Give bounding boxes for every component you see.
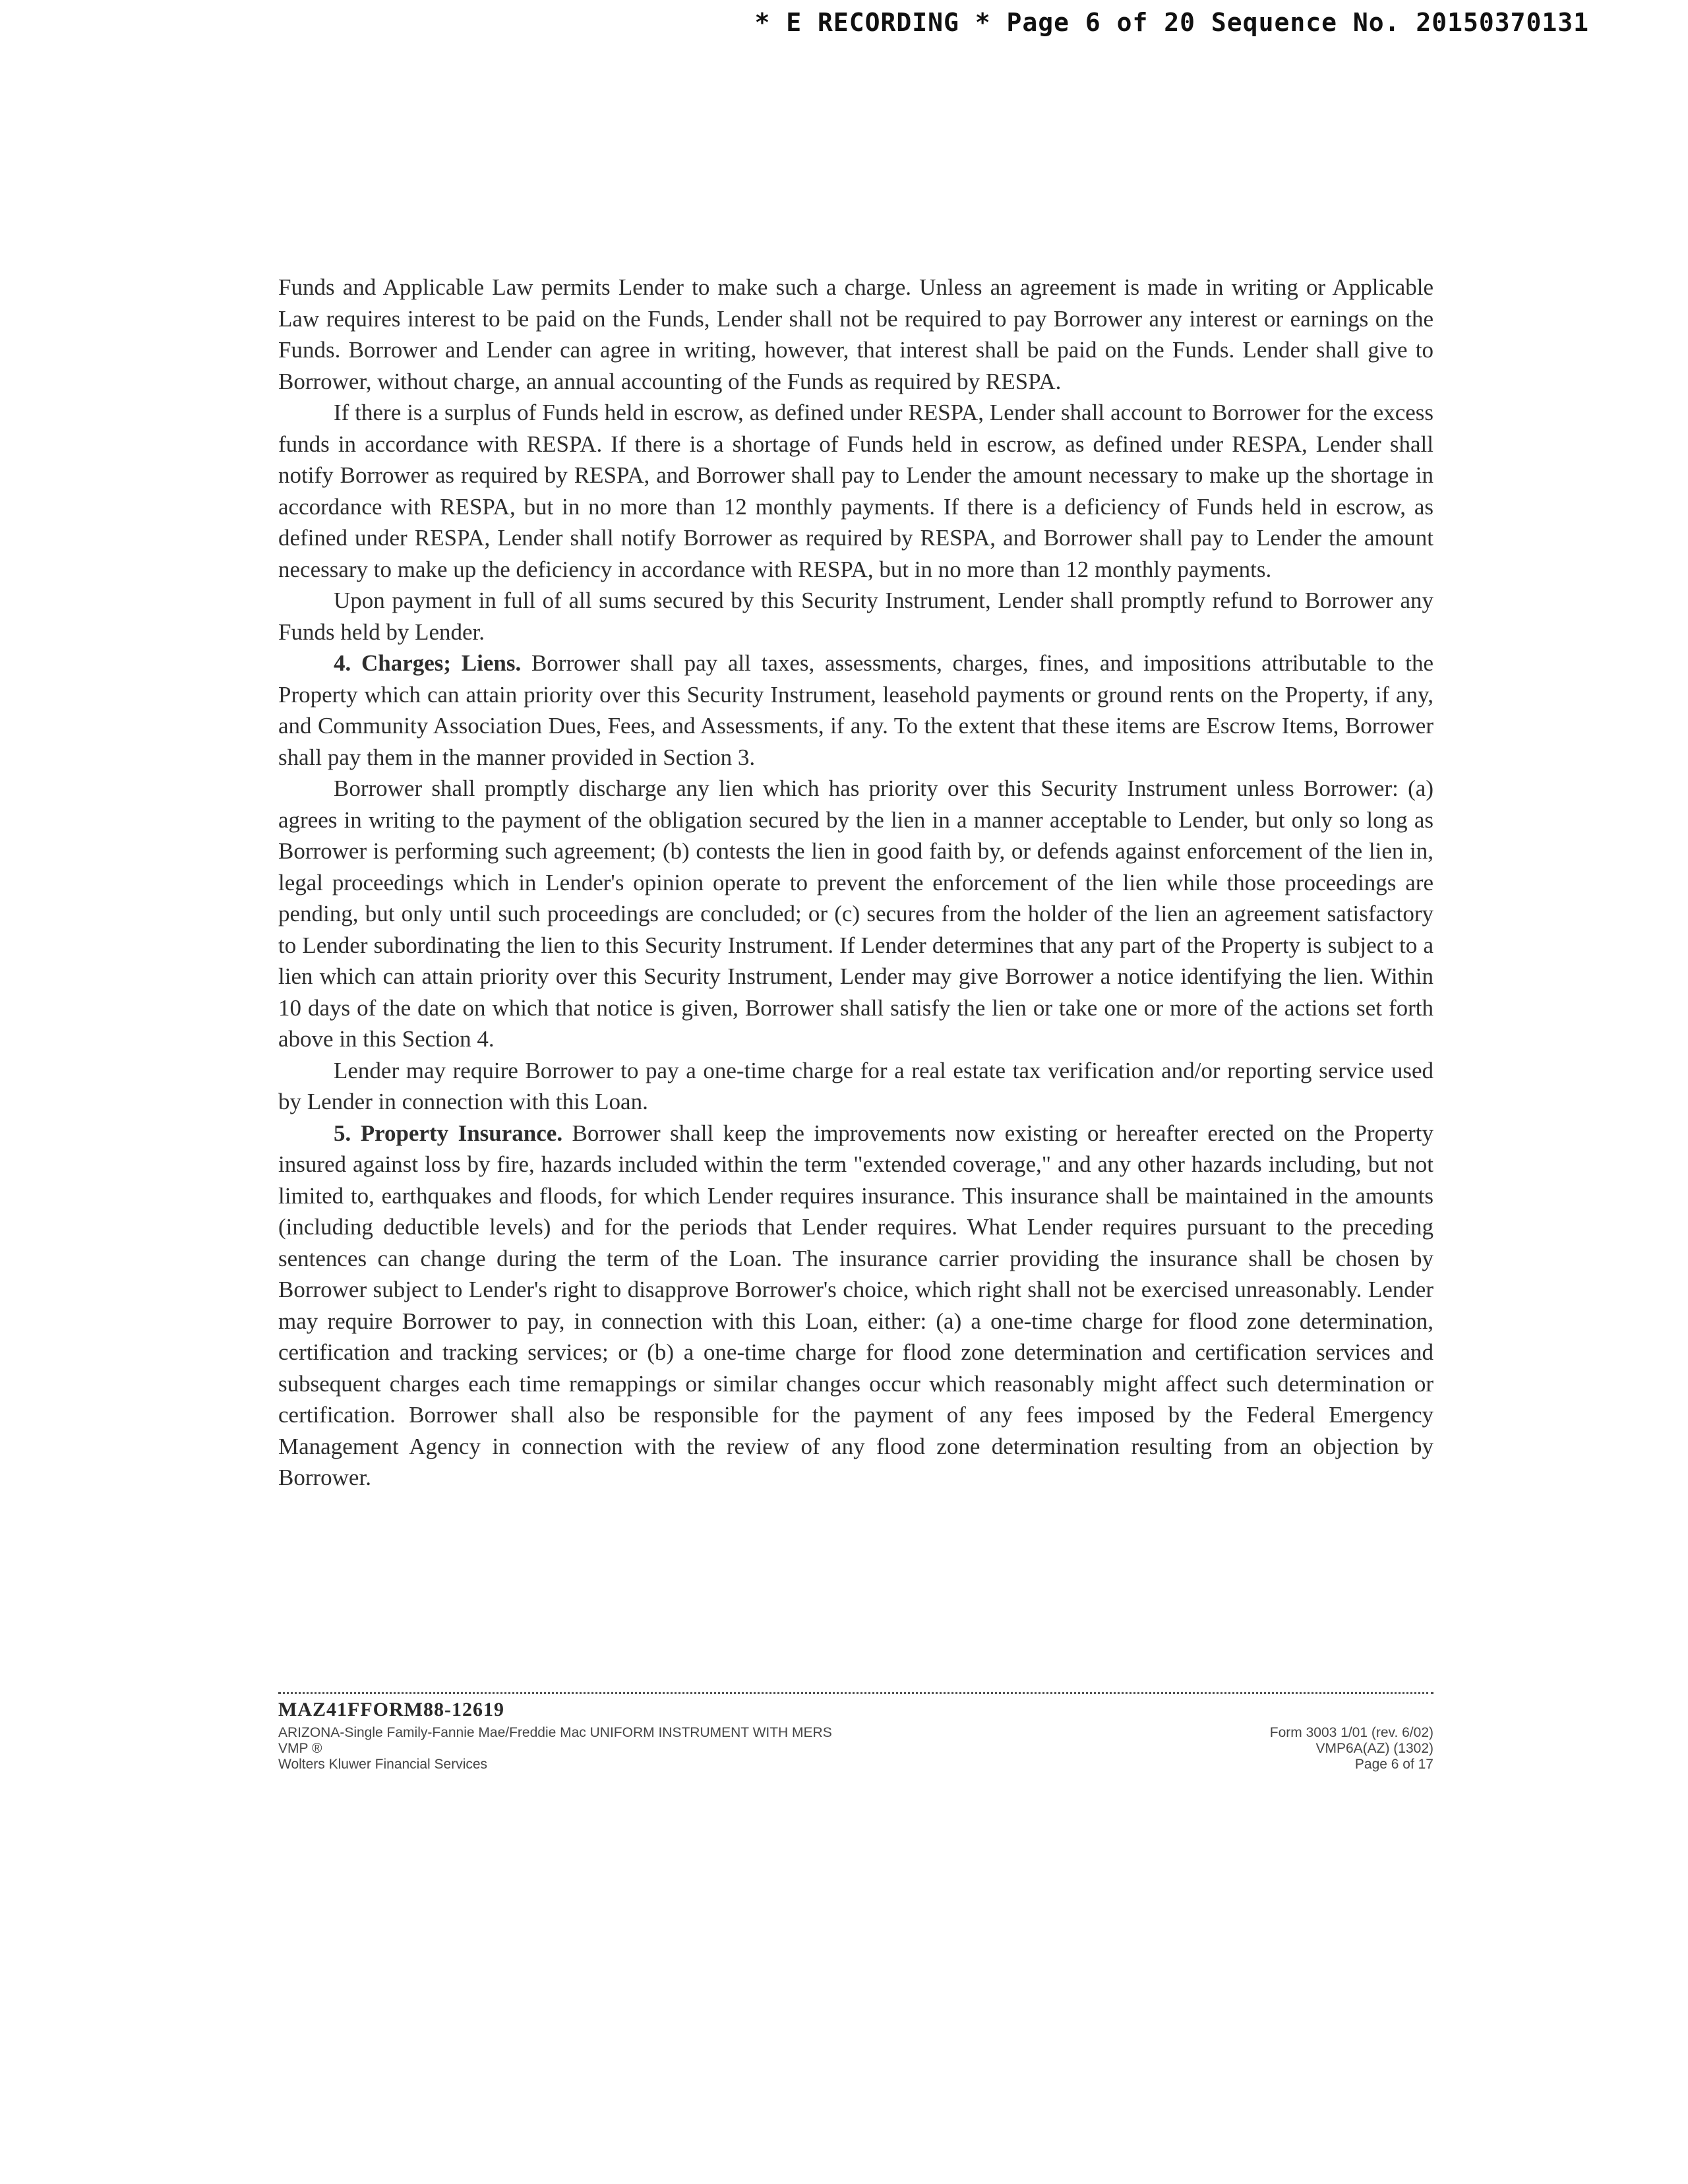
footer-form-number: Form 3003 1/01 (rev. 6/02) xyxy=(1269,1725,1433,1740)
paragraph-funds-interest: Funds and Applicable Law permits Lender to make such a charge. Unless an agreement is made in writing or Applicable Law requires interest to be paid on the Funds, Lender shall not be required to pay Borrower any interest or earnings on the Funds. Borrower and Lender can agree in writing, however, that interest shall be paid on the Funds. Lender shall give to Borrower, without charge, an annual accounting of the Funds as required by RESPA. xyxy=(278,274,1433,394)
paragraph-escrow-surplus: If there is a surplus of Funds held in escrow, as defined under RESPA, Lender shall account to Borrower for the excess funds in accordance with RESPA. If there is a shortage of Funds held in escrow, as defined under RESPA, Lender shall notify Borrower as required by RESPA, and Borrower shall pay to Lender the amount necessary to make up the shortage in accordance with RESPA, but in no more than 12 monthly payments. If there is a deficiency of Funds held in escrow, as defined under RESPA, Lender shall notify Borrower as required by RESPA, and Borrower shall pay to Lender the amount necessary to make up the deficiency in accordance with RESPA, but in no more than 12 monthly payments. xyxy=(278,400,1433,582)
footer-divider xyxy=(278,1692,1433,1694)
section-5-text: Borrower shall keep the improvements now existing or hereafter erected on the Property insured against loss by fire, hazards included within the term "extended coverage," and any other hazards including, but not limited to, earthquakes and floods, for which Lender requires insurance. This insurance shall be maintained in the amounts (including deductible levels) and for the periods that Lender requires. What Lender requires pursuant to the preceding sentences can change during the term of the Loan. The insurance carrier providing the insurance shall be chosen by Borrower subject to Lender's right to disapprove Borrower's choice, which right shall not be exercised unreasonably. Lender may require Borrower to pay, in connection with this Loan, either: (a) a one-time charge for flood zone determination, certification and tracking services; or (b) a one-time charge for flood zone determination and certification services and subsequent charges each time remappings or similar changes occur which reasonably might affect such determination or certification. Borrower shall also be responsible for the payment of any fees imposed by the Federal Emergency Management Agency in connection with the review of any flood zone determination resulting from an objection by Borrower. xyxy=(278,1120,1433,1490)
footer-vmp-code: VMP6A(AZ) (1302) xyxy=(1315,1741,1433,1756)
footer-page-number: Page 6 of 17 xyxy=(1354,1757,1433,1772)
paragraph-refund: Upon payment in full of all sums secured by this Security Instrument, Lender shall promptly refund to Borrower any Funds held by Lender. xyxy=(278,588,1433,645)
section-4-text: Borrower shall pay all taxes, assessments, charges, fines, and impositions attributable to the Property which can attain priority over this Security Instrument, leasehold payments or ground rents on the Property, if any, and Community Association Dues, Fees, and Assessments, if any. To the extent that these items are Escrow Items, Borrower shall pay them in the manner provided in Section 3. xyxy=(278,650,1433,770)
form-code: MAZ41FFORM88-12619 xyxy=(278,1699,504,1720)
section-4-charges-liens xyxy=(278,648,1433,773)
document-body xyxy=(278,272,1433,1494)
section-5-property-insurance xyxy=(278,1118,1433,1494)
footer-vmp-mark: VMP ® xyxy=(278,1741,322,1756)
section-4-heading: 4. Charges; Liens. xyxy=(334,650,522,676)
section-5-heading: 5. Property Insurance. xyxy=(334,1120,563,1146)
paragraph-lien-discharge: Borrower shall promptly discharge any lien which has priority over this Security Instrument unless Borrower: (a) agrees in writing to the payment of the obligation secured by the lien in a manner acceptable to Lender, but only so long as Borrower is performing such agreement; (b) contests the lien in good faith by, or defends against enforcement of the lien in, legal proceedings which in Lender's opinion operate to prevent the enforcement of the lien while those proceedings are pending, but only until such proceedings are concluded; or (c) secures from the holder of the lien an agreement satisfactory to Lender subordinating the lien to this Security Instrument. If Lender determines that any part of the Property is subject to a lien which can attain priority over this Security Instrument, Lender may give Borrower a notice identifying the lien. Within 10 days of the date on which that notice is given, Borrower shall satisfy the lien or take one or more of the actions set forth above in this Section 4. xyxy=(278,775,1433,1052)
footer-form-description: ARIZONA-Single Family-Fannie Mae/Freddie Mac UNIFORM INSTRUMENT WITH MERS xyxy=(278,1725,832,1740)
footer-publisher: Wolters Kluwer Financial Services xyxy=(278,1757,488,1772)
recording-header: * E RECORDING * Page 6 of 20 Sequence No. 20150370131 xyxy=(754,8,1589,37)
footer-left-block xyxy=(278,1725,832,1773)
footer-right-block xyxy=(1270,1725,1433,1773)
paragraph-tax-verification: Lender may require Borrower to pay a one-time charge for a real estate tax verification and/or reporting service used by Lender in connection with this Loan. xyxy=(278,1057,1433,1114)
